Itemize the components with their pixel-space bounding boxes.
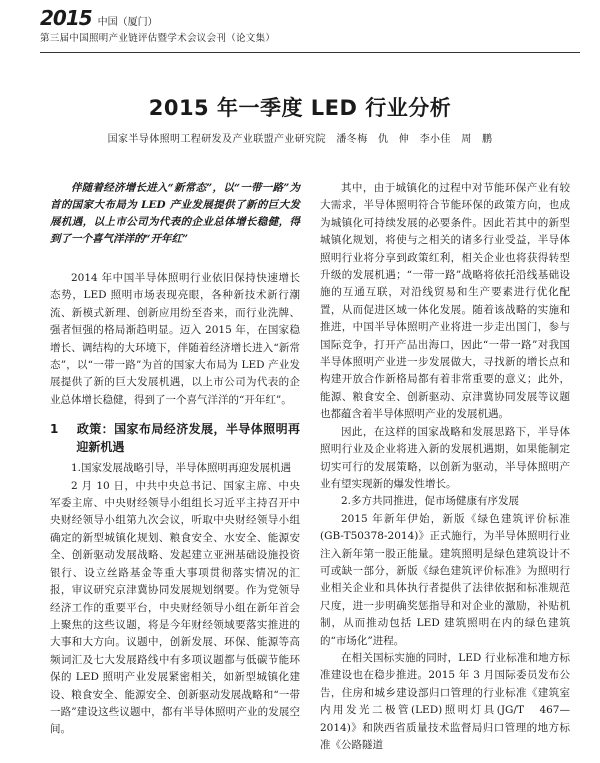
conference-logo: 2015 (40, 6, 92, 30)
article-title: 2015 年一季度 LED 行业分析 (148, 96, 452, 120)
body-paragraph: 2015 年新年伊始，新版《绿色建筑评价标准(GB-T50378-2014)》正式施行，为半导体照明行业注入新年第一股正能量。建筑照明是绿色建筑设计不可或缺一部分，新版《绿色建筑评价标准》为照明行业相关企业和具体执行者提供了法律依据和标准规范尺度，进一步明确奖惩指导和对企业的激励，补贴机制，从而推动包括 LED 建筑照明在内的绿色建筑的“市场化”进程。 (320, 512, 570, 647)
right-column (320, 180, 570, 754)
body-paragraph: 因此，在这样的国家战略和发展思路下，半导体照明行业及企业将进入新的发展机遇期，如果能制定切实可行的发展策略，以创新为驱动，半导体照明产业有望实现新的爆发性增长。 (320, 425, 570, 490)
abstract: 伴随着经济增长进入“新常态”，以“一带一路”为首的国家大布局为 LED 产业发展提供了新的巨大发展机遇，以上市公司为代表的企业总体增长稳健，得到了一个喜气洋洋的“开年红” (50, 182, 300, 245)
section-number: 1 (50, 422, 59, 437)
body-paragraph: 在相关国标实施的同时，LED 行业标准和地方标准建设也在稳步推进。2015 年 3 月国际委员发布公告，住房和城乡建设部归口管理的行业标准《建筑室内用发光二极管(LED)照明灯具(JG/T 467—2014)》和陕西省质量技术监督局归口管理的地方标准《公路隧道 (320, 651, 570, 751)
running-header (40, 6, 580, 44)
conference-city: 中国（厦门） (97, 17, 158, 28)
section-heading (50, 421, 300, 456)
body-paragraph: 2 月 10 日，中共中央总书记、国家主席、中央军委主席、中央财经领导小组组长习近平主持召开中央财经领导小组第九次会议，听取中央财经领导小组确定的新型城镇化规划、粮食安全、水安全、能源安全、创新驱动发展战略、发起建立亚洲基础设施投资银行、设立丝路基金等重大事项贯彻落实情况的汇报，审议研究京津冀协同发展规划纲要。作为党领导经济工作的重要平台，中央财经领导小组在新年首会上聚焦的这些议题，将是今年财经领域要落实推进的大事和大方向。议题中，创新发展、环保、能源等高频词汇及七大发展路线中有多项议题都与低碳节能环保的 LED 照明产业发展紧密相关，如新型城镇化建设、粮食安全、能源安全、创新驱动发展战略和“一带一路”建设这些议题中，都有半导体照明产业的发展空间。 (50, 479, 300, 736)
body-paragraph: 其中，由于城镇化的过程中对节能环保产业有较大需求，半导体照明符合节能环保的政策方向，也成为城镇化可持续发展的必要条件。因此若其中的新型城镇化规划，将使与之相关的诸多行业受益，半导体照明行业将分享到政策红利，相关企业也将获得转型升级的发展机遇；“一带一路”战略将依托沿线基础设施的互通互联，对沿线贸易和生产要素进行优化配置，从而促进区域一体化发展。随着该战略的实施和推进，中国半导体照明产业将进一步走出国门，参与国际竞争，打开产品出海口，因此“一带一路”对我国半导体照明产业进一步发展做大，寻找新的增长点和构建开放合作新格局都有着非常重要的意义；此外，能源、粮食安全、创新驱动、京津冀协同发展等议题也都蕴含着半导体照明产业的发展机遇。 (320, 182, 570, 421)
conference-name: 第三届中国照明产业链评估暨学术会议会刊（论文集） (40, 33, 276, 44)
left-column (50, 180, 300, 739)
header-divider (40, 52, 580, 53)
header-line (40, 6, 580, 30)
subsection-title: 2.多方共同推进，促市场健康有序发展 (341, 495, 520, 508)
section-title: 政策：国家布局经济发展，半导体照明再迎新机遇 (76, 422, 300, 454)
subsection-title: 1.国家发展战略引导，半导体照明再迎发展机遇 (71, 462, 292, 475)
article-authors: 国家半导体照明工程研发及产业联盟产业研究院 潘冬梅 仇 伸 李小佳 周 鹏 (107, 134, 493, 145)
intro-paragraph: 2014 年中国半导体照明行业依旧保持快速增长态势，LED 照明市场表现亮眼，各种新技术新行潮流、新模式新理、创新应用纷至沓来，而行业洗牌、强者恒强的格局渐趋明显。迈入 2015 年，在国家稳增长、调结构的大环境下，伴随着经济增长进入“新常态”，以“一带一路”为首的国家大布局为 LED 产业发展提供了新的巨大发展机遇，以上市公司为代表的企业总体增长稳健，得到了一个喜气洋洋的“开年红”。 (50, 272, 300, 406)
